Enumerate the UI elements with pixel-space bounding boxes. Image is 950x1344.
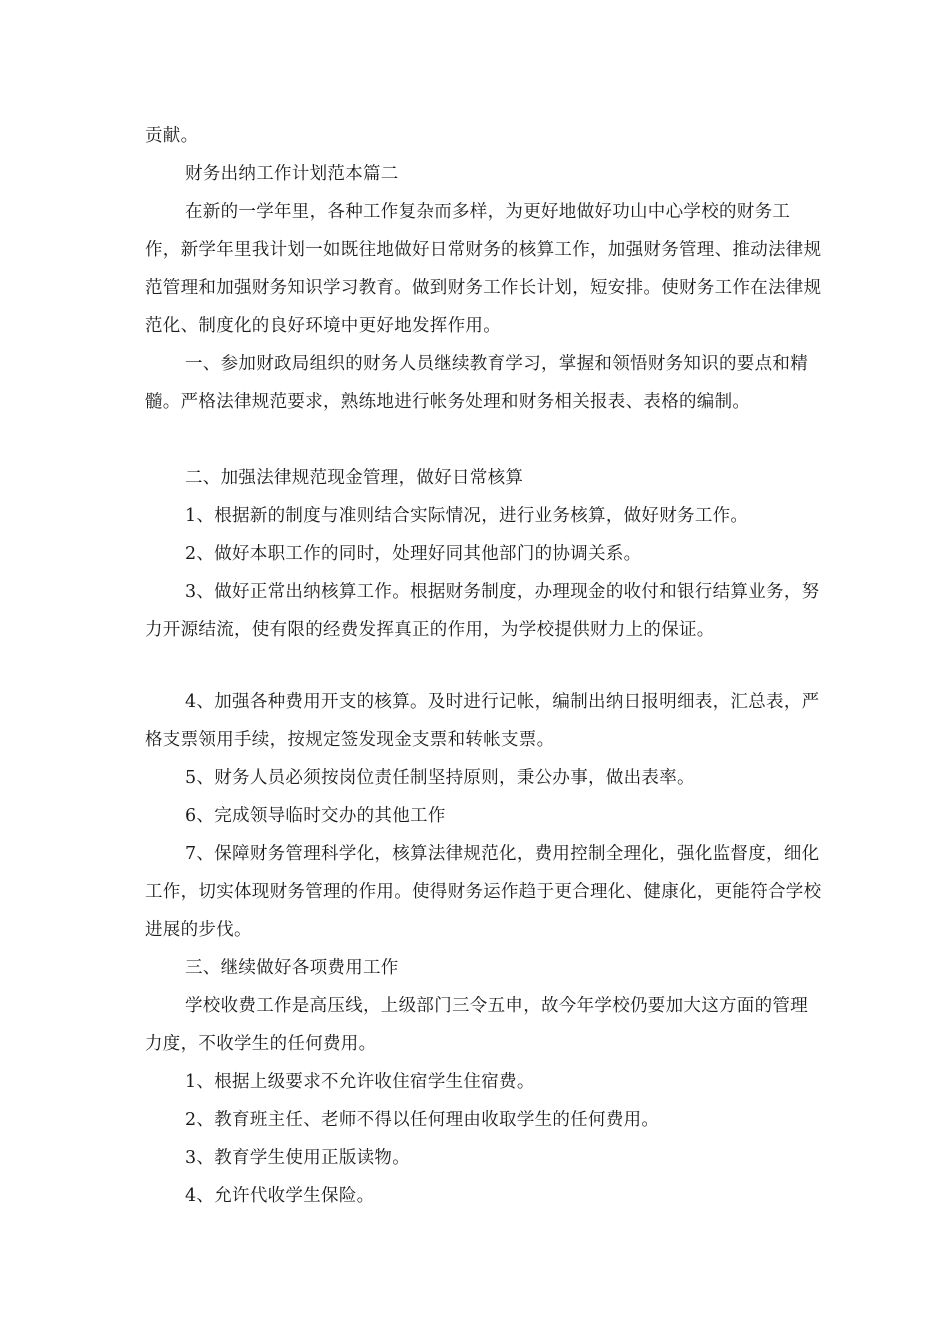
section-heading-part-two: 财务出纳工作计划范本篇二 [185, 164, 399, 184]
paragraph-intro: 在新的一学年里，各种工作复杂而多样，为更好地做好功山中心学校的财务工作，新学年里我计划一如既往地做好日常财务的核算工作，加强财务管理、推动法律规范管理和加强财务知识学习教育。做到财务工作长计划，短安排。使财务工作在法律规范化、制度化的良好环境中更好地发挥作用。 [145, 202, 822, 336]
list-item-3-4: 4、允许代收学生保险。 [185, 1186, 375, 1206]
list-item-2-6: 6、完成领导临时交办的其他工作 [185, 806, 446, 826]
list-item-3-3: 3、教育学生使用正版读物。 [185, 1148, 411, 1168]
list-item-2-5: 5、财务人员必须按岗位责任制坚持原则，秉公办事，做出表率。 [185, 768, 695, 788]
heading-point-two: 二、加强法律规范现金管理，做好日常核算 [185, 468, 524, 488]
heading-point-three: 三、继续做好各项费用工作 [185, 958, 399, 978]
paragraph-continuation: 贡献。 [145, 126, 199, 146]
list-item-2-4: 4、加强各种费用开支的核算。及时进行记帐，编制出纳日报明细表，汇总表，严格支票领用手续，按规定签发现金支票和转帐支票。 [145, 692, 820, 750]
list-item-2-2: 2、做好本职工作的同时，处理好同其他部门的协调关系。 [185, 544, 642, 564]
paragraph-fees: 学校收费工作是高压线，上级部门三令五申，故今年学校仍要加大这方面的管理力度，不收学生的任何费用。 [145, 996, 808, 1054]
list-item-2-1: 1、根据新的制度与准则结合实际情况，进行业务核算，做好财务工作。 [185, 506, 749, 526]
list-item-3-1: 1、根据上级要求不允许收住宿学生住宿费。 [185, 1072, 535, 1092]
list-item-2-3: 3、做好正常出纳核算工作。根据财务制度，办理现金的收付和银行结算业务，努力开源结流，使有限的经费发挥真正的作用，为学校提供财力上的保证。 [145, 582, 820, 640]
paragraph-point-one: 一、参加财政局组织的财务人员继续教育学习，掌握和领悟财务知识的要点和精髓。严格法律规范要求，熟练地进行帐务处理和财务相关报表、表格的编制。 [145, 354, 808, 412]
list-item-3-2: 2、教育班主任、老师不得以任何理由收取学生的任何费用。 [185, 1110, 660, 1130]
list-item-2-7: 7、保障财务管理科学化，核算法律规范化，费用控制全理化，强化监督度，细化工作，切实体现财务管理的作用。使得财务运作趋于更合理化、健康化，更能符合学校进展的步伐。 [145, 844, 822, 940]
